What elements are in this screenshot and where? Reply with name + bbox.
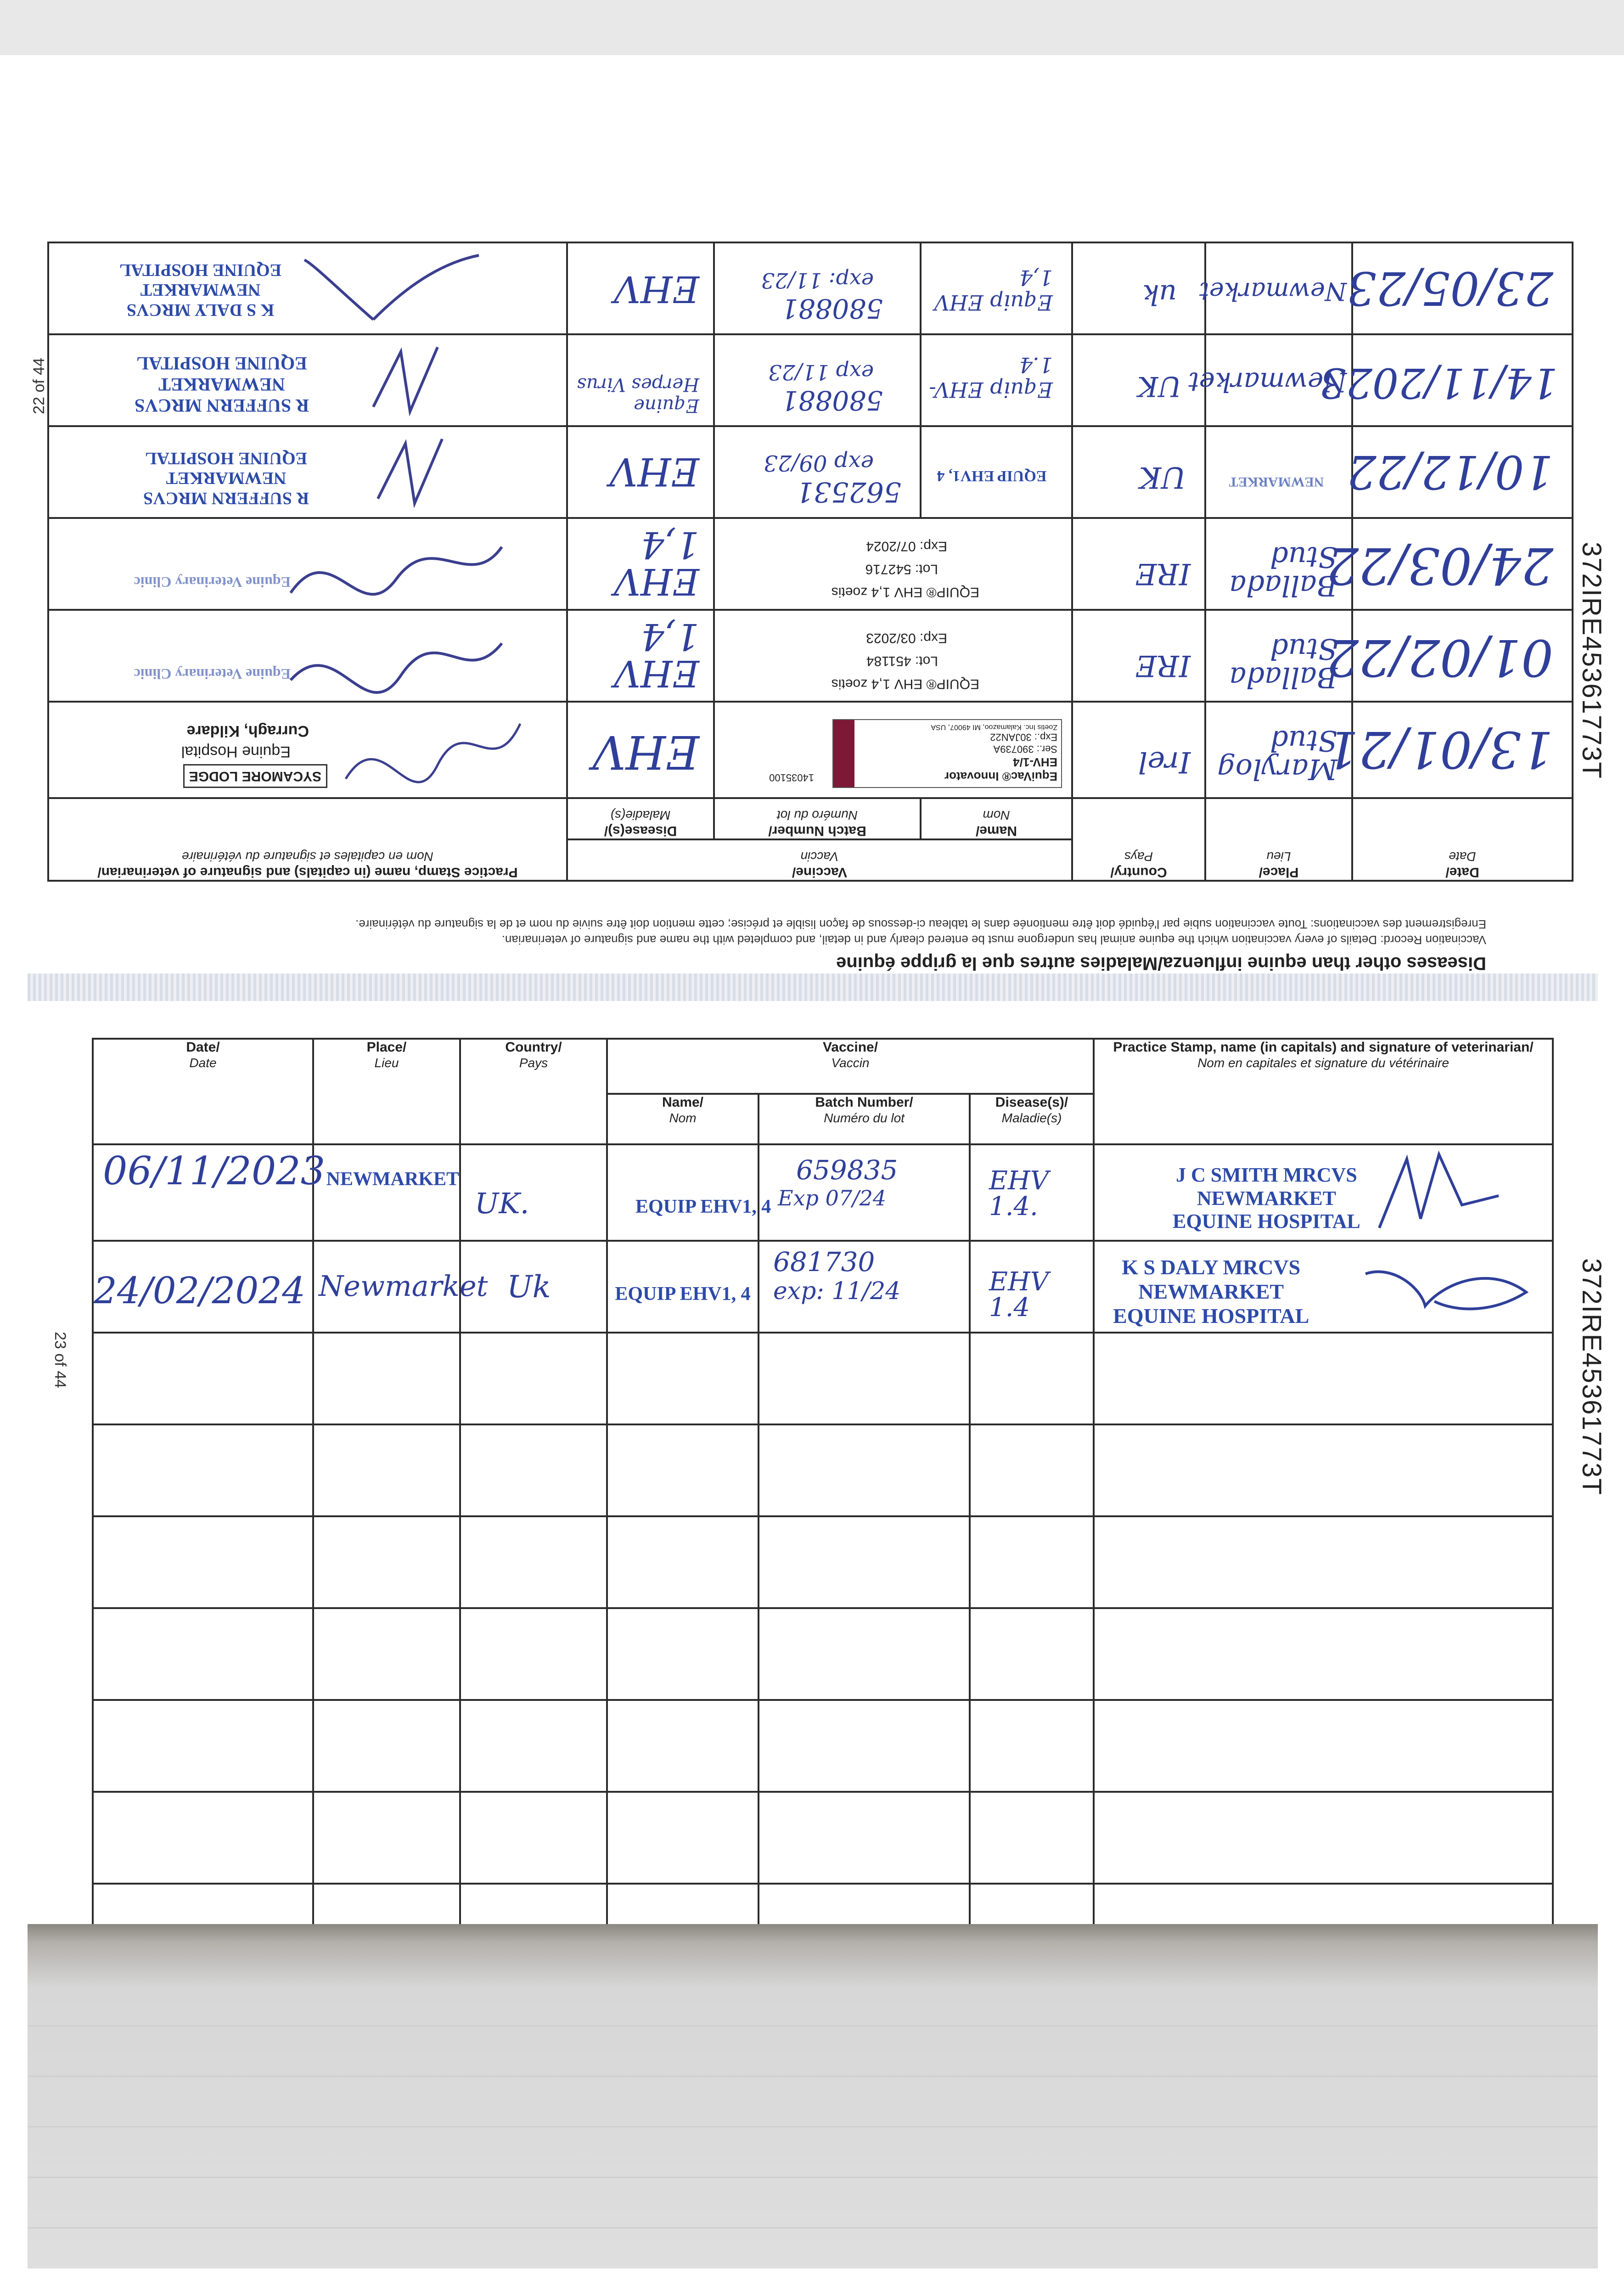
- header-vaccine: Vaccine/ Vaccin: [607, 1039, 1094, 1094]
- signature-mark: [281, 519, 511, 607]
- signature-mark: [1352, 1246, 1545, 1329]
- page-number: 22 of 44: [30, 358, 48, 414]
- table-row: [48, 242, 1573, 334]
- signature-mark: [337, 705, 529, 793]
- table-row: [93, 1700, 1553, 1792]
- cell-batch: 681730 exp: 11/24: [759, 1241, 970, 1333]
- signature-mark: [1370, 1145, 1508, 1237]
- cell-name: Equip EHV-1.4: [921, 334, 1072, 426]
- table-row: [48, 610, 1573, 702]
- cell-vaccine-label: EQUIP® EHV 1,4 zoetis Lot: 542716 Exp: 07/2024: [714, 518, 1072, 610]
- header-place: Place/ Lieu: [1205, 798, 1352, 881]
- cell-country: IRE: [1072, 518, 1205, 610]
- note-fr: Enregistrement des vaccinations: Toute vaccination subie par l'équidé doit être mentionée dans le tableau ci-dessous de façon lisible et précise; cette mention doit être suivie du nom et de la signature du vétérinaire.: [355, 917, 1486, 931]
- header-name: Name/ Nom: [921, 798, 1072, 839]
- sticker-stripe: [833, 720, 854, 787]
- table-row: [93, 1241, 1553, 1333]
- header-batch: Batch Number/ Numéro du lot: [759, 1094, 970, 1144]
- cell-date: 23/05/23: [1352, 242, 1573, 334]
- header-country: Country/ Pays: [1072, 798, 1205, 881]
- side-code-bottom: 372IRE45361773T: [1577, 1258, 1607, 1496]
- cell-place: Marylog Stud: [1205, 702, 1352, 798]
- scanner-background: [28, 1924, 1598, 2268]
- cell-stamp: Equine Veterinary Clinic: [48, 610, 567, 702]
- cell-vaccine-label: EquiVac® Innovator EHV-1/4 Ser.: 390739A Exp.: 30JAN22 Zoetis Inc. Kalamazoo, MI 49007, USA 14035100: [714, 702, 1072, 798]
- cell-country: UK: [1072, 426, 1205, 518]
- page-22-rotated: [0, 0, 1624, 974]
- cell-stamp: R SUFFERN MRCVS NEWMARKET EQUINE HOSPITAL: [48, 426, 567, 518]
- cell-place: Ballada Stud: [1205, 518, 1352, 610]
- header-disease: Disease(s)/ Maladie(s): [970, 1094, 1094, 1144]
- cell-stamp: K S DALY MRCVS NEWMARKET EQUINE HOSPITAL: [48, 242, 567, 334]
- cell-disease: EHV 1.4.: [970, 1144, 1094, 1241]
- cell-country: Uk: [460, 1241, 607, 1333]
- section-title: Diseases other than equine influenza/Maladies autres que la grippe équine: [836, 953, 1486, 974]
- cell-place: Ballada Stud: [1205, 610, 1352, 702]
- cell-stamp: SYCAMORE LODGE Equine Hospital Curragh, Kildare: [48, 702, 567, 798]
- cell-batch: 580881 exp: 11/23: [714, 242, 921, 334]
- signature-mark: [360, 338, 451, 421]
- page-number: 23 of 44: [51, 1332, 69, 1388]
- cell-disease: EHV: [567, 242, 714, 334]
- header-disease: Disease(s)/ Maladie(s): [567, 798, 714, 839]
- header-stamp: Practice Stamp, name (in capitals) and signature of veterinarian/ Nom en capitales et signature du vétérinaire: [1094, 1039, 1553, 1144]
- cell-disease: EHV 1.4: [970, 1241, 1094, 1333]
- cell-place: NEWMARKET: [1205, 426, 1352, 518]
- page-binding: [28, 974, 1598, 1001]
- cell-batch: 580881 exp 11/23: [714, 334, 921, 426]
- cell-disease: EHV: [567, 426, 714, 518]
- header-batch: Batch Number/ Numéro du lot: [714, 798, 921, 839]
- note-en: Vaccination Record: Details of every vaccination which the equine animal has undergone must be entered clearly and in detail, and completed with the name and signature of veterinarian.: [501, 933, 1486, 947]
- side-code-top: 372IRE45361773T: [1577, 542, 1607, 779]
- table-row: [93, 1516, 1553, 1608]
- cell-disease: EHV 1,4: [567, 518, 714, 610]
- vaccine-sticker: EquiVac® Innovator EHV-1/4 Ser.: 390739A Exp.: 30JAN22 Zoetis Inc. Kalamazoo, MI 49007, USA: [832, 719, 1062, 788]
- cell-place: Newmarket: [1205, 334, 1352, 426]
- cell-place: NEWMARKET: [313, 1144, 460, 1241]
- table-row: [48, 702, 1573, 798]
- cell-date: 10/12/22: [1352, 426, 1573, 518]
- header-date: Date/ Date: [1352, 798, 1573, 881]
- cell-name: EQUIP EHV1, 4: [607, 1144, 759, 1241]
- cell-date: 24/03/22: [1352, 518, 1573, 610]
- cell-batch: 562531 exp 09/23: [714, 426, 921, 518]
- signature-mark: [281, 611, 511, 698]
- cell-disease: Equine Herpes Virus: [567, 334, 714, 426]
- table-row: [48, 334, 1573, 426]
- vaccination-table-bottom: [92, 1038, 1554, 1976]
- table-row: [93, 1144, 1553, 1241]
- signature-mark: [295, 242, 488, 333]
- table-row: [93, 1608, 1553, 1700]
- cell-name: EQUIP EHV1, 4: [607, 1241, 759, 1333]
- cell-disease: EHV: [567, 702, 714, 798]
- cell-name: Equip EHV 1,4: [921, 242, 1072, 334]
- cell-date: 01/02/22: [1352, 610, 1573, 702]
- cell-country: IRE: [1072, 610, 1205, 702]
- cell-date: 14/11/2023: [1352, 334, 1573, 426]
- cell-country: Irel: [1072, 702, 1205, 798]
- header-stamp: Practice Stamp, name (in capitals) and signature of veterinarian/ Nom en capitales et signature du vétérinaire: [48, 798, 567, 881]
- cell-place: Newmarket: [1205, 242, 1352, 334]
- cell-disease: EHV 1,4: [567, 610, 714, 702]
- cell-name: EQUIP EHV1, 4: [921, 426, 1072, 518]
- table-row: [93, 1424, 1553, 1516]
- header-country: Country/ Pays: [460, 1039, 607, 1144]
- cell-date: 13/01/21: [1352, 702, 1573, 798]
- cell-stamp: J C SMITH MRCVS NEWMARKET EQUINE HOSPITAL: [1094, 1144, 1553, 1241]
- cell-date: 24/02/2024: [93, 1241, 313, 1333]
- cell-place: Newmarket: [313, 1241, 460, 1333]
- vaccination-table-top: [47, 242, 1573, 882]
- cell-country: UK.: [460, 1144, 607, 1241]
- cell-date: 06/11/2023: [93, 1144, 313, 1241]
- table-row: [48, 518, 1573, 610]
- cell-stamp: K S DALY MRCVS NEWMARKET EQUINE HOSPITAL: [1094, 1241, 1553, 1333]
- signature-mark: [364, 430, 456, 512]
- cell-stamp: Equine Veterinary Clinic: [48, 518, 567, 610]
- cell-vaccine-label: EQUIP® EHV 1,4 zoetis Lot: 451184 Exp: 03/2023: [714, 610, 1072, 702]
- header-name: Name/ Nom: [607, 1094, 759, 1144]
- table-row: [48, 426, 1573, 518]
- header-vaccine: Vaccine/ Vaccin: [567, 839, 1072, 881]
- header-date: Date/ Date: [93, 1039, 313, 1144]
- header-place: Place/ Lieu: [313, 1039, 460, 1144]
- cell-stamp: R SUFFERN MRCVS NEWMARKET EQUINE HOSPITAL: [48, 334, 567, 426]
- table-row: [93, 1333, 1553, 1424]
- cell-batch: 659835 Exp 07/24: [759, 1144, 970, 1241]
- cell-country: uk: [1072, 242, 1205, 334]
- cell-country: UK: [1072, 334, 1205, 426]
- table-row: [93, 1792, 1553, 1884]
